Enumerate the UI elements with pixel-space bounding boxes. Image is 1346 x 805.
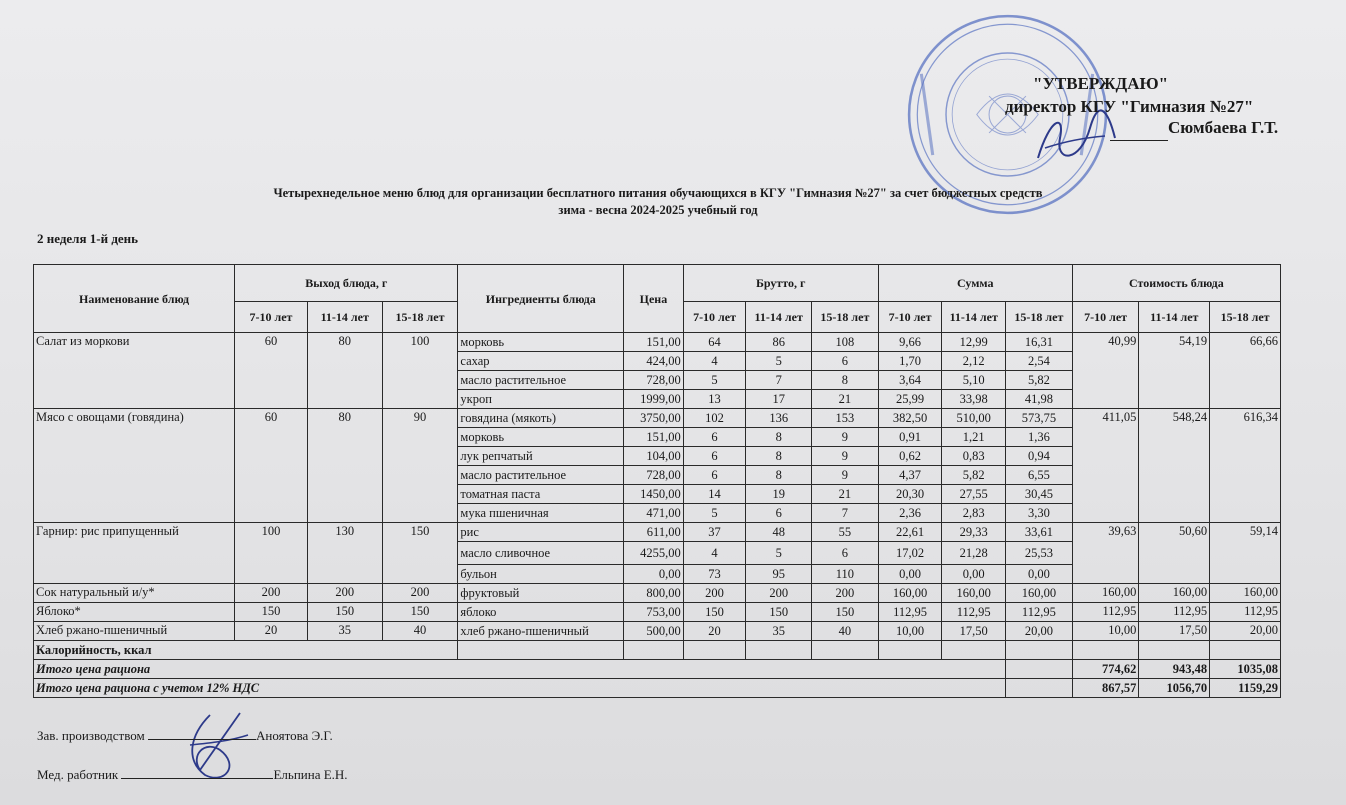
prod-label: Зав. производством <box>37 728 145 743</box>
med-label: Мед. работник <box>37 767 119 782</box>
approval-name: Сюмбаева Г.Т. <box>1168 118 1279 137</box>
ingredient-price: 4255,00 <box>624 542 684 565</box>
ingredient-price: 104,00 <box>624 447 684 466</box>
ingredient-name: бульон <box>458 565 624 584</box>
brutto-value: 55 <box>812 523 879 542</box>
ingredient-name: укроп <box>458 390 624 409</box>
brutto-value: 37 <box>683 523 746 542</box>
signature-line <box>148 727 256 740</box>
ingredient-price: 151,00 <box>624 428 684 447</box>
brutto-value: 13 <box>683 390 746 409</box>
sum-value: 5,82 <box>1006 371 1073 390</box>
brutto-value: 9 <box>812 428 879 447</box>
brutto-value: 150 <box>812 603 879 622</box>
dish-cost: 112,95 <box>1139 603 1210 622</box>
ingredient-price: 0,00 <box>624 565 684 584</box>
sum-value: 4,37 <box>878 466 942 485</box>
sum-value: 17,02 <box>878 542 942 565</box>
header-age: 7-10 лет <box>1072 302 1139 333</box>
ingredient-price: 1450,00 <box>624 485 684 504</box>
ingredient-price: 1999,00 <box>624 390 684 409</box>
sum-value: 21,28 <box>942 542 1006 565</box>
sum-value: 20,00 <box>1006 622 1073 641</box>
sum-value: 1,21 <box>942 428 1006 447</box>
brutto-value: 19 <box>746 485 812 504</box>
sum-value: 0,00 <box>1006 565 1073 584</box>
production-manager <box>37 727 333 744</box>
dish-output: 200 <box>235 584 308 603</box>
approval-role: директор КГУ "Гимназия №27" <box>1005 97 1254 116</box>
sum-value: 2,54 <box>1006 352 1073 371</box>
header-age: 7-10 лет <box>683 302 746 333</box>
ingredient-name: сахар <box>458 352 624 371</box>
sum-value: 2,12 <box>942 352 1006 371</box>
signature-line <box>1110 128 1168 141</box>
brutto-value: 8 <box>746 447 812 466</box>
ingredient-price: 728,00 <box>624 371 684 390</box>
ingredient-name: говядина (мякоть) <box>458 409 624 428</box>
header-price: Цена <box>624 265 684 333</box>
sum-value: 29,33 <box>942 523 1006 542</box>
dish-output: 35 <box>307 622 382 641</box>
header-ingredients: Ингредиенты блюда <box>458 265 624 333</box>
ingredient-name: морковь <box>458 428 624 447</box>
brutto-value: 6 <box>812 542 879 565</box>
brutto-value: 200 <box>812 584 879 603</box>
document-subtitle: зима - весна 2024-2025 учебный год <box>558 203 758 217</box>
ingredient-name: морковь <box>458 333 624 352</box>
sum-value: 25,99 <box>878 390 942 409</box>
sum-value: 33,61 <box>1006 523 1073 542</box>
dish-cost: 160,00 <box>1210 584 1281 603</box>
brutto-value: 8 <box>746 428 812 447</box>
brutto-value: 200 <box>683 584 746 603</box>
vat-total-label: Итого цена рациона с учетом 12% НДС <box>34 679 1006 698</box>
brutto-value: 20 <box>683 622 746 641</box>
menu-table <box>33 264 1281 698</box>
ingredient-price: 424,00 <box>624 352 684 371</box>
header-age: 15-18 лет <box>1006 302 1073 333</box>
brutto-value: 73 <box>683 565 746 584</box>
dish-cost: 39,63 <box>1072 523 1139 584</box>
brutto-value: 21 <box>812 485 879 504</box>
ingredient-price: 611,00 <box>624 523 684 542</box>
ingredient-name: фруктовый <box>458 584 624 603</box>
dish-cost: 548,24 <box>1139 409 1210 523</box>
header-age: 7-10 лет <box>235 302 308 333</box>
sum-value: 573,75 <box>1006 409 1073 428</box>
sum-value: 3,30 <box>1006 504 1073 523</box>
sum-value: 0,00 <box>942 565 1006 584</box>
brutto-value: 6 <box>683 466 746 485</box>
ingredient-price: 151,00 <box>624 333 684 352</box>
brutto-value: 9 <box>812 466 879 485</box>
dish-output: 150 <box>382 603 458 622</box>
sum-value: 510,00 <box>942 409 1006 428</box>
dish-output: 100 <box>382 333 458 409</box>
ingredient-price: 753,00 <box>624 603 684 622</box>
sum-value: 3,64 <box>878 371 942 390</box>
brutto-value: 5 <box>746 542 812 565</box>
brutto-value: 14 <box>683 485 746 504</box>
ingredient-name: лук репчатый <box>458 447 624 466</box>
sum-value: 1,36 <box>1006 428 1073 447</box>
sum-value: 0,00 <box>878 565 942 584</box>
brutto-value: 21 <box>812 390 879 409</box>
sum-value: 20,30 <box>878 485 942 504</box>
brutto-value: 4 <box>683 352 746 371</box>
dish-cost: 160,00 <box>1139 584 1210 603</box>
sum-value: 0,91 <box>878 428 942 447</box>
dish-output: 80 <box>307 333 382 409</box>
medical-worker <box>37 766 348 783</box>
director-signature <box>1030 108 1120 168</box>
brutto-value: 48 <box>746 523 812 542</box>
dish-output: 130 <box>307 523 382 584</box>
brutto-value: 6 <box>683 428 746 447</box>
dish-name: Яблоко* <box>34 603 235 622</box>
dish-cost: 160,00 <box>1072 584 1139 603</box>
dish-cost: 66,66 <box>1210 333 1281 409</box>
total-value: 774,62 <box>1072 660 1139 679</box>
ingredient-name: масло растительное <box>458 371 624 390</box>
table-row <box>34 584 1281 603</box>
ingredient-price: 500,00 <box>624 622 684 641</box>
brutto-value: 40 <box>812 622 879 641</box>
ingredient-price: 728,00 <box>624 466 684 485</box>
brutto-value: 5 <box>746 352 812 371</box>
brutto-value: 6 <box>812 352 879 371</box>
dish-cost: 10,00 <box>1072 622 1139 641</box>
table-row <box>34 409 1281 428</box>
dish-output: 200 <box>307 584 382 603</box>
sum-value: 2,36 <box>878 504 942 523</box>
sum-value: 12,99 <box>942 333 1006 352</box>
sum-value: 33,98 <box>942 390 1006 409</box>
dish-output: 80 <box>307 409 382 523</box>
vat-total-value: 1159,29 <box>1210 679 1281 698</box>
sum-value: 25,53 <box>1006 542 1073 565</box>
ingredient-name: хлеб ржано-пшеничный <box>458 622 624 641</box>
sum-value: 6,55 <box>1006 466 1073 485</box>
sum-value: 10,00 <box>878 622 942 641</box>
sum-value: 0,94 <box>1006 447 1073 466</box>
ingredient-name: томатная паста <box>458 485 624 504</box>
sum-value: 2,83 <box>942 504 1006 523</box>
header-age: 11-14 лет <box>307 302 382 333</box>
table-row <box>34 622 1281 641</box>
brutto-value: 150 <box>746 603 812 622</box>
sum-value: 27,55 <box>942 485 1006 504</box>
ingredient-name: масло сливочное <box>458 542 624 565</box>
header-age: 11-14 лет <box>942 302 1006 333</box>
brutto-value: 5 <box>683 371 746 390</box>
ingredient-price: 3750,00 <box>624 409 684 428</box>
document-title: Четырехнедельное меню блюд для организации бесплатного питания обучающихся в КГУ "Гимназия №27" за счет бюджетных средств <box>273 186 1043 200</box>
dish-cost: 112,95 <box>1072 603 1139 622</box>
menu-body <box>34 333 1281 641</box>
brutto-value: 6 <box>683 447 746 466</box>
header-sum: Сумма <box>878 265 1072 302</box>
brutto-value: 110 <box>812 565 879 584</box>
ingredient-price: 800,00 <box>624 584 684 603</box>
dish-cost: 50,60 <box>1139 523 1210 584</box>
brutto-value: 8 <box>746 466 812 485</box>
brutto-value: 200 <box>746 584 812 603</box>
brutto-value: 136 <box>746 409 812 428</box>
dish-output: 150 <box>382 523 458 584</box>
calories-label: Калорийность, ккал <box>34 641 458 660</box>
table-row <box>34 333 1281 352</box>
dish-cost: 411,05 <box>1072 409 1139 523</box>
sum-value: 5,10 <box>942 371 1006 390</box>
brutto-value: 64 <box>683 333 746 352</box>
sum-value: 41,98 <box>1006 390 1073 409</box>
header-output: Выход блюда, г <box>235 265 458 302</box>
calories-row <box>34 641 1281 660</box>
vat-total-value: 1056,70 <box>1139 679 1210 698</box>
ingredient-price: 471,00 <box>624 504 684 523</box>
dish-cost: 616,34 <box>1210 409 1281 523</box>
sum-value: 30,45 <box>1006 485 1073 504</box>
brutto-value: 7 <box>812 504 879 523</box>
signature-line <box>121 766 273 779</box>
dish-name: Сок натуральный и/у* <box>34 584 235 603</box>
dish-cost: 40,99 <box>1072 333 1139 409</box>
brutto-value: 6 <box>746 504 812 523</box>
brutto-value: 17 <box>746 390 812 409</box>
header-age: 15-18 лет <box>1210 302 1281 333</box>
sum-value: 0,62 <box>878 447 942 466</box>
dish-output: 90 <box>382 409 458 523</box>
brutto-value: 95 <box>746 565 812 584</box>
sum-value: 160,00 <box>942 584 1006 603</box>
sum-value: 112,95 <box>1006 603 1073 622</box>
dish-output: 200 <box>382 584 458 603</box>
sum-value: 160,00 <box>1006 584 1073 603</box>
sum-value: 0,83 <box>942 447 1006 466</box>
brutto-value: 108 <box>812 333 879 352</box>
header-age: 11-14 лет <box>1139 302 1210 333</box>
dish-name: Салат из моркови <box>34 333 235 409</box>
dish-name: Хлеб ржано-пшеничный <box>34 622 235 641</box>
ingredient-name: рис <box>458 523 624 542</box>
dish-output: 60 <box>235 333 308 409</box>
header-age: 7-10 лет <box>878 302 942 333</box>
sum-value: 9,66 <box>878 333 942 352</box>
dish-cost: 54,19 <box>1139 333 1210 409</box>
med-name: Ельпина Е.Н. <box>273 767 348 782</box>
brutto-value: 102 <box>683 409 746 428</box>
sum-value: 382,50 <box>878 409 942 428</box>
dish-cost: 17,50 <box>1139 622 1210 641</box>
dish-cost: 20,00 <box>1210 622 1281 641</box>
dish-cost: 59,14 <box>1210 523 1281 584</box>
ingredient-name: мука пшеничная <box>458 504 624 523</box>
header-age: 15-18 лет <box>382 302 458 333</box>
header-dish: Наименование блюд <box>34 265 235 333</box>
brutto-value: 35 <box>746 622 812 641</box>
brutto-value: 153 <box>812 409 879 428</box>
brutto-value: 9 <box>812 447 879 466</box>
table-row <box>34 523 1281 542</box>
brutto-value: 4 <box>683 542 746 565</box>
brutto-value: 8 <box>812 371 879 390</box>
header-brutto: Брутто, г <box>683 265 878 302</box>
dish-output: 150 <box>307 603 382 622</box>
total-label: Итого цена рациона <box>34 660 1006 679</box>
ingredient-name: яблоко <box>458 603 624 622</box>
vat-total-row <box>34 679 1281 698</box>
dish-name: Гарнир: рис припущенный <box>34 523 235 584</box>
brutto-value: 5 <box>683 504 746 523</box>
total-value: 943,48 <box>1139 660 1210 679</box>
day-label: 2 неделя 1-й день <box>37 231 139 246</box>
dish-output: 100 <box>235 523 308 584</box>
total-value: 1035,08 <box>1210 660 1281 679</box>
sum-value: 1,70 <box>878 352 942 371</box>
dish-output: 150 <box>235 603 308 622</box>
sum-value: 17,50 <box>942 622 1006 641</box>
approval-title: "УТВЕРЖДАЮ" <box>1033 74 1169 93</box>
dish-name: Мясо с овощами (говядина) <box>34 409 235 523</box>
header-cost: Стоимость блюда <box>1072 265 1280 302</box>
brutto-value: 86 <box>746 333 812 352</box>
header-age: 15-18 лет <box>812 302 879 333</box>
sum-value: 112,95 <box>942 603 1006 622</box>
sum-value: 22,61 <box>878 523 942 542</box>
dish-cost: 112,95 <box>1210 603 1281 622</box>
sum-value: 5,82 <box>942 466 1006 485</box>
dish-output: 20 <box>235 622 308 641</box>
brutto-value: 7 <box>746 371 812 390</box>
dish-output: 40 <box>382 622 458 641</box>
ingredient-name: масло растительное <box>458 466 624 485</box>
dish-output: 60 <box>235 409 308 523</box>
brutto-value: 150 <box>683 603 746 622</box>
table-row <box>34 603 1281 622</box>
total-row <box>34 660 1281 679</box>
vat-total-value: 867,57 <box>1072 679 1139 698</box>
header-age: 11-14 лет <box>746 302 812 333</box>
sum-value: 160,00 <box>878 584 942 603</box>
prod-name: Аноятова Э.Г. <box>256 728 333 743</box>
sum-value: 112,95 <box>878 603 942 622</box>
sum-value: 16,31 <box>1006 333 1073 352</box>
